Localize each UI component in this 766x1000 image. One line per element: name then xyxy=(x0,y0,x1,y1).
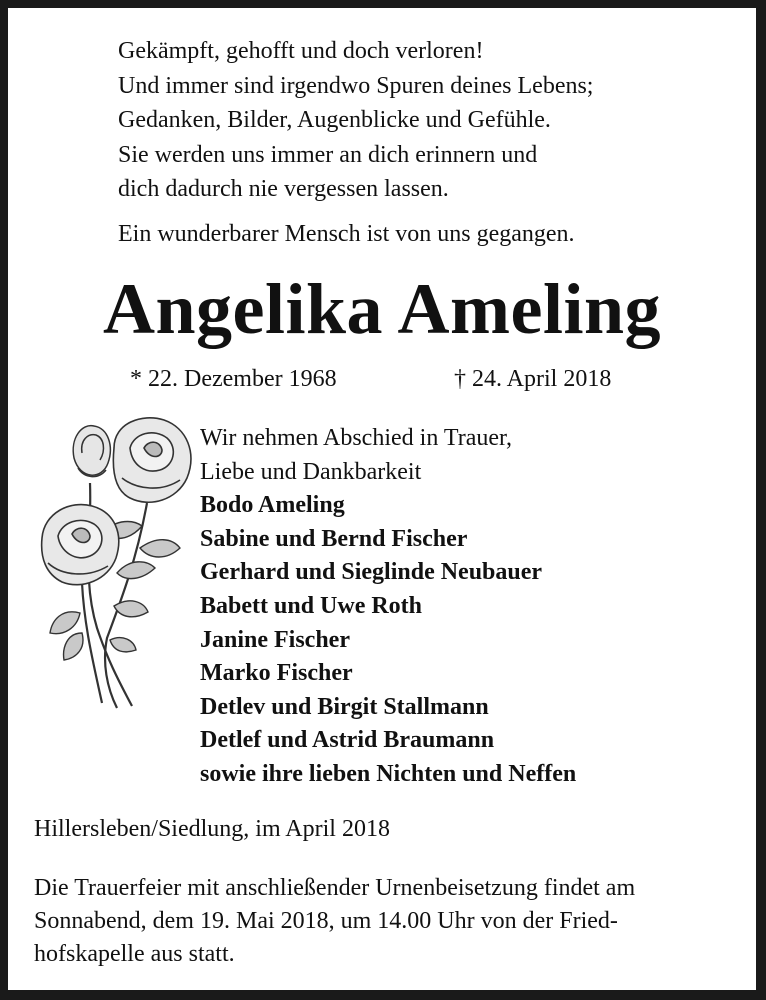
mourner-name: Detlef und Astrid Braumann xyxy=(200,727,495,754)
mourner-name: Marko Fischer xyxy=(200,660,353,687)
mourners-intro-line: Wir nehmen Abschied in Trauer, xyxy=(200,425,513,451)
mourners-intro-line: Liebe und Dankbarkeit xyxy=(200,458,422,485)
poem-line: dich dadurch nie vergessen lassen. xyxy=(118,176,449,202)
mourner-name: Gerhard und Sieglinde Neubauer xyxy=(200,559,543,586)
deceased-name: Angelika Ameling xyxy=(102,269,662,349)
funeral-line: Die Trauerfeier mit anschließender Urnenbeisetzung findet am xyxy=(34,875,636,901)
poem xyxy=(118,34,593,207)
mourner-name: Detlev und Birgit Stallmann xyxy=(200,693,489,720)
mourner-name: sowie ihre lieben Nichten und Neffen xyxy=(200,760,577,787)
intro-text: Ein wunderbarer Mensch ist von uns gegangen. xyxy=(118,221,575,247)
poem-line: Gedanken, Bilder, Augenblicke und Gefühle. xyxy=(118,107,551,133)
mourner-name: Sabine und Bernd Fischer xyxy=(200,525,468,552)
poem-line: Gekämpft, gehofft und doch verloren! xyxy=(118,38,484,64)
roses-icon xyxy=(22,408,202,713)
place-date: Hillersleben/Siedlung, im April 2018 xyxy=(34,816,390,842)
mourner-name: Babett und Uwe Roth xyxy=(200,592,423,619)
mourner-name: Bodo Ameling xyxy=(200,492,345,519)
mourner-name: Janine Fischer xyxy=(200,626,350,653)
poem-line: Und immer sind irgendwo Spuren deines Lebens; xyxy=(118,72,594,99)
funeral-line: hofskapelle aus statt. xyxy=(34,941,235,967)
mourners-list xyxy=(200,422,576,792)
death-date: † 24. April 2018 xyxy=(454,366,612,392)
poem-line: Sie werden uns immer an dich erinnern und xyxy=(118,141,538,168)
obituary-card xyxy=(8,8,756,990)
birth-date: * 22. Dezember 1968 xyxy=(130,366,337,392)
funeral-notice xyxy=(34,872,732,971)
funeral-line: Sonnabend, dem 19. Mai 2018, um 14.00 Uhr von der Fried- xyxy=(34,908,618,934)
